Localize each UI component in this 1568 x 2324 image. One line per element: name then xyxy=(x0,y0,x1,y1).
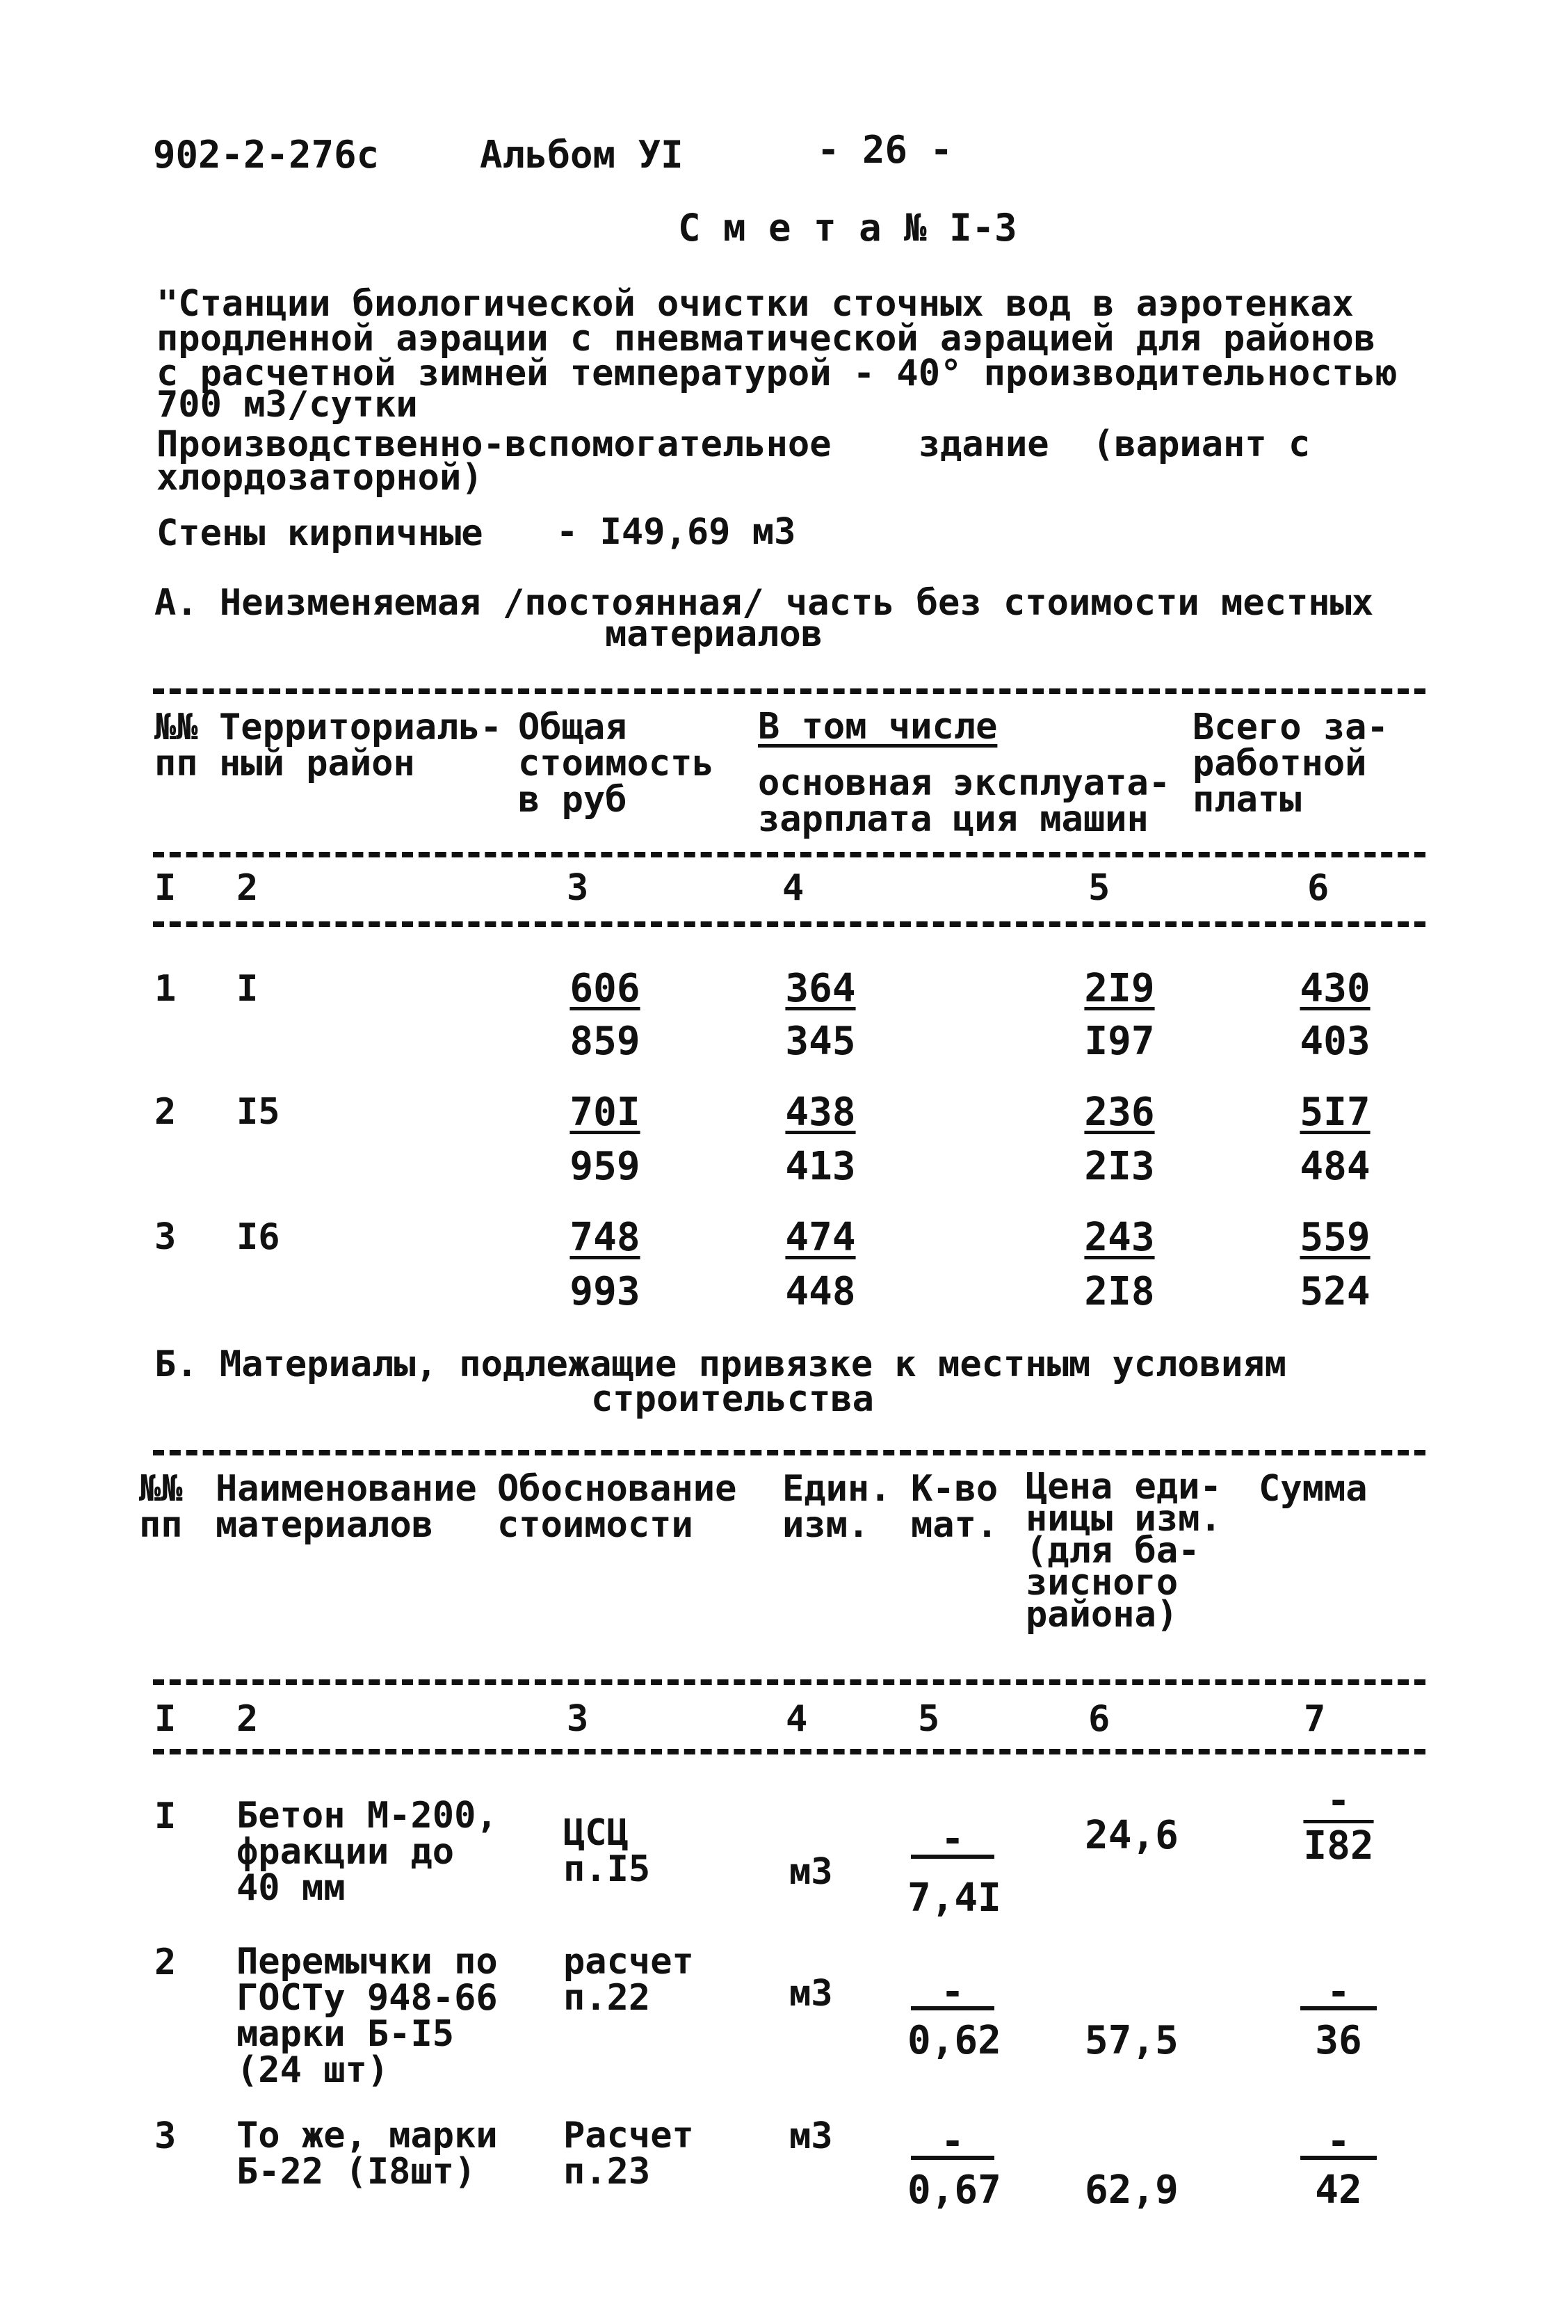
col-header-material-name: Наименование материалов xyxy=(216,1468,477,1546)
wages-numerator: 430 xyxy=(1300,966,1371,1011)
unit-price: 24,6 xyxy=(1085,1813,1179,1858)
walls-value: - I49,69 м3 xyxy=(556,511,796,553)
col-header-total-cost: Общая стоимость в руб xyxy=(518,707,714,821)
row-number: 2 xyxy=(154,1091,177,1133)
sum-denominator: 42 xyxy=(1315,2168,1362,2213)
col-number: 6 xyxy=(1088,1698,1110,1740)
total-cost-denominator: 859 xyxy=(569,1019,640,1064)
salary-numerator: 474 xyxy=(785,1215,856,1260)
region-cell: I5 xyxy=(236,1091,280,1133)
col-header-cost-basis: Обоснование стоимости xyxy=(497,1468,737,1546)
machines-denominator: I97 xyxy=(1084,1019,1155,1064)
col-header-unit: Един. изм. xyxy=(782,1468,891,1546)
cost-basis: расчет п.22 xyxy=(563,1941,694,2019)
col-number: 6 xyxy=(1307,867,1329,909)
unit-price: 57,5 xyxy=(1085,2018,1179,2063)
page-number: - 26 - xyxy=(817,128,953,172)
salary-numerator: 438 xyxy=(785,1090,856,1135)
sum-denominator: I82 xyxy=(1303,1823,1374,1869)
wages-numerator: 5I7 xyxy=(1300,1090,1371,1135)
col-header-number: №№ пп xyxy=(139,1468,183,1546)
wages-denominator: 484 xyxy=(1300,1144,1371,1189)
unit-cell: м3 xyxy=(789,1851,833,1893)
row-number: 3 xyxy=(154,2115,177,2157)
unit-price: 62,9 xyxy=(1085,2168,1179,2213)
total-cost-numerator: 748 xyxy=(569,1215,640,1260)
col-header-unit-price: Цена еди- ницы изм. (для ба- зисного района) xyxy=(1026,1466,1222,1636)
wages-denominator: 524 xyxy=(1300,1269,1371,1314)
sum-denominator: 36 xyxy=(1315,2018,1362,2063)
total-cost-numerator: 70I xyxy=(569,1090,640,1135)
col-header-machine-operation: эксплуата- ция машин xyxy=(953,762,1171,840)
material-name: Перемычки по ГОСТу 948-66 марки Б-I5 (24 шт) xyxy=(236,1941,498,2091)
salary-denominator: 413 xyxy=(785,1144,856,1189)
col-header-number: №№ пп xyxy=(154,707,198,784)
description-line: "Станции биологической очистки сточных вод в аэротенках xyxy=(156,283,1354,325)
fraction-line xyxy=(911,2156,994,2160)
col-header-base-salary: основная зарплата xyxy=(758,762,932,840)
machines-denominator: 2I8 xyxy=(1084,1269,1155,1314)
col-number: 2 xyxy=(236,1698,259,1740)
col-number: 3 xyxy=(567,867,589,909)
album-label: Альбом УI xyxy=(480,133,684,177)
machines-denominator: 2I3 xyxy=(1084,1144,1155,1189)
quantity-numerator: - xyxy=(941,1969,964,2015)
row-number: 3 xyxy=(154,1216,177,1258)
section-b-title-cont: строительства xyxy=(591,1378,874,1420)
fraction-line xyxy=(911,1855,994,1859)
wages-denominator: 403 xyxy=(1300,1019,1371,1064)
fraction-line xyxy=(1300,2156,1377,2160)
row-number: I xyxy=(154,1796,177,1837)
walls-label: Стены кирпичные xyxy=(156,513,483,554)
quantity-numerator: - xyxy=(941,2119,964,2164)
region-cell: I6 xyxy=(236,1216,280,1258)
description-line: хлордозаторной) xyxy=(156,457,483,499)
region-cell: I xyxy=(236,968,259,1010)
document-code: 902-2-276с xyxy=(153,133,380,177)
total-cost-denominator: 993 xyxy=(569,1269,640,1314)
description-line: 700 м3/сутки xyxy=(156,384,418,426)
sum-numerator: - xyxy=(1327,2119,1350,2164)
divider xyxy=(153,1749,1425,1754)
material-name: Бетон М-200, фракции до 40 мм xyxy=(236,1795,498,1909)
description-line: с расчетной зимней температурой - 40° производительностью xyxy=(156,353,1398,394)
description-line: продленной аэрации с пневматической аэрацией для районов xyxy=(156,318,1376,360)
cost-basis: ЦСЦ п.I5 xyxy=(563,1812,651,1890)
col-header-sum: Сумма xyxy=(1259,1468,1368,1510)
col-header-quantity: К-во мат. xyxy=(911,1468,999,1546)
machines-numerator: 2I9 xyxy=(1084,966,1155,1011)
col-number: 7 xyxy=(1304,1698,1326,1740)
cost-basis: Расчет п.23 xyxy=(563,2115,694,2193)
unit-cell: м3 xyxy=(789,2115,833,2157)
col-header-including: В том числе xyxy=(758,706,998,748)
divider xyxy=(153,1679,1425,1685)
total-cost-numerator: 606 xyxy=(569,966,640,1011)
fraction-line xyxy=(911,2006,994,2010)
description-line: Производственно-вспомогательное здание (вариант с xyxy=(156,423,1311,465)
section-a-title: А. Неизменяемая /постоянная/ часть без стоимости местных xyxy=(154,582,1374,624)
material-name: То же, марки Б-22 (I8шт) xyxy=(236,2115,498,2193)
sum-numerator: - xyxy=(1327,1778,1350,1823)
row-number: 1 xyxy=(154,968,177,1010)
col-number: 2 xyxy=(236,867,259,909)
fraction-line xyxy=(1300,2006,1377,2010)
unit-cell: м3 xyxy=(789,1973,833,2015)
col-number: I xyxy=(154,1698,177,1740)
col-number: 5 xyxy=(918,1698,940,1740)
salary-denominator: 448 xyxy=(785,1269,856,1314)
row-number: 2 xyxy=(154,1942,177,1983)
sum-numerator: - xyxy=(1327,1969,1350,2015)
quantity-denominator: 0,67 xyxy=(907,2168,1001,2213)
col-number: 4 xyxy=(782,867,805,909)
divider xyxy=(153,921,1425,927)
page-title: С м е т а № I-3 xyxy=(678,206,1017,250)
salary-numerator: 364 xyxy=(785,966,856,1011)
salary-denominator: 345 xyxy=(785,1019,856,1064)
col-number: 5 xyxy=(1088,867,1110,909)
col-header-total-wages: Всего за- работной платы xyxy=(1193,707,1389,821)
quantity-denominator: 0,62 xyxy=(907,2018,1001,2063)
col-number: 4 xyxy=(786,1698,808,1740)
quantity-numerator: - xyxy=(941,1816,964,1862)
col-number: 3 xyxy=(567,1698,589,1740)
col-number: I xyxy=(154,867,177,909)
machines-numerator: 243 xyxy=(1084,1215,1155,1260)
quantity-denominator: 7,4I xyxy=(907,1875,1001,1921)
divider xyxy=(153,852,1425,857)
section-b-title: Б. Материалы, подлежащие привязке к местным условиям xyxy=(154,1343,1286,1385)
divider xyxy=(153,688,1425,694)
divider xyxy=(153,1450,1425,1455)
wages-numerator: 559 xyxy=(1300,1215,1371,1260)
total-cost-denominator: 959 xyxy=(569,1144,640,1189)
machines-numerator: 236 xyxy=(1084,1090,1155,1135)
section-a-title-cont: материалов xyxy=(605,613,823,655)
col-header-region: Территориаль- ный район xyxy=(219,707,502,784)
